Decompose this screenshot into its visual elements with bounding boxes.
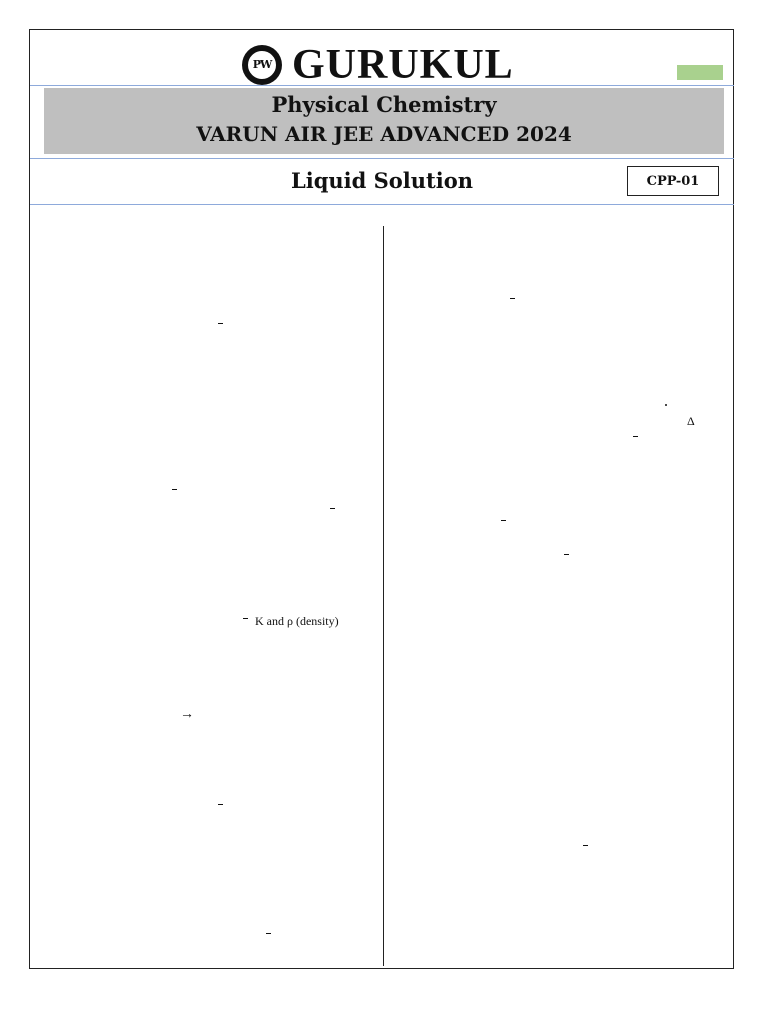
rule-top xyxy=(30,85,734,86)
rule-bottom xyxy=(30,204,734,205)
header xyxy=(0,0,768,88)
dash-mark xyxy=(501,520,506,521)
column-divider xyxy=(383,226,384,966)
arrow-mark: → xyxy=(180,707,194,722)
delta-mark: Δ xyxy=(687,414,695,428)
dash-mark xyxy=(633,436,638,437)
subject-title: Physical Chemistry xyxy=(271,92,497,117)
logo xyxy=(242,42,514,88)
dash-mark xyxy=(583,845,588,846)
dash-mark xyxy=(172,489,177,490)
green-tag xyxy=(677,65,723,80)
topic-title: Liquid Solution xyxy=(290,168,474,193)
dash-mark xyxy=(564,554,569,555)
dash-mark xyxy=(330,508,335,509)
dot-mark xyxy=(665,404,667,406)
sheet-code-badge: CPP-01 xyxy=(627,166,719,196)
title-band xyxy=(44,88,724,154)
rule-mid xyxy=(30,158,734,159)
pw-logo-text: PW xyxy=(246,49,278,81)
dash-mark xyxy=(218,323,223,324)
dash-mark xyxy=(266,933,271,934)
brand-name: GURUKUL xyxy=(292,42,514,88)
pw-logo-icon xyxy=(242,45,282,85)
batch-title: VARUN AIR JEE ADVANCED 2024 xyxy=(196,122,572,146)
dash-mark xyxy=(510,298,515,299)
dash-mark xyxy=(218,804,223,805)
dash-mark xyxy=(243,618,248,619)
k-rho-fragment: K and ρ (density) xyxy=(255,614,339,628)
